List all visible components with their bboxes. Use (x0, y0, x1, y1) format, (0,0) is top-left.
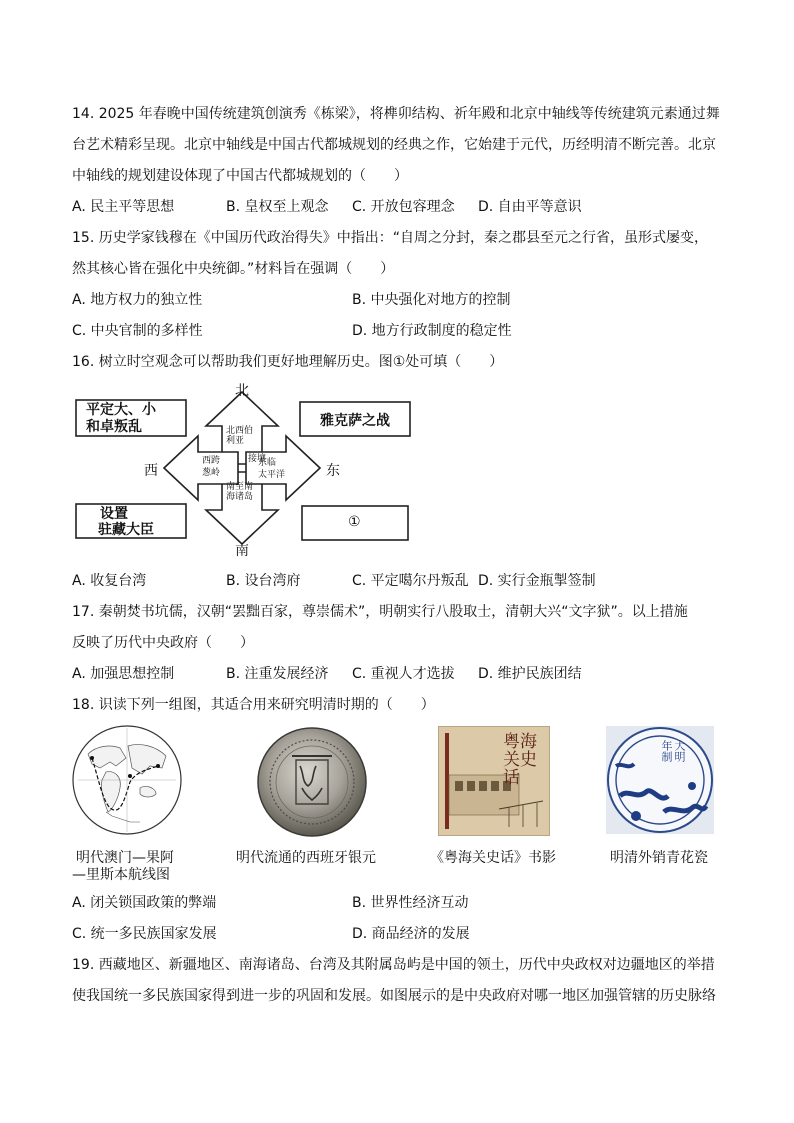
q17-option-a[interactable]: A. 加强思想控制 (72, 666, 175, 682)
q17-option-d[interactable]: D. 维护民族团结 (478, 666, 582, 682)
arrow-west-note-1: 西跨 (202, 456, 221, 466)
silver-coin-image (256, 726, 368, 838)
q15-line-2: 然其核心皆在强化中央统御。”材料旨在强调（ ） (72, 261, 395, 277)
q16-option-a[interactable]: A. 收复台湾 (72, 573, 147, 589)
q15-line-1: 15. 历史学家钱穆在《中国历代政治得失》中指出：“自周之分封，秦之郡县至元之行省，虽形式屡变， (72, 230, 708, 246)
porcelain-bowl-image (606, 726, 714, 834)
q18-line-1: 18. 识读下列一组图，其适合用来研究明清时期的（ ） (72, 697, 435, 713)
arrow-north-note-1: 北西伯利亚 (226, 426, 254, 446)
q18-option-a[interactable]: A. 闭关锁国政策的弊端 (72, 895, 217, 911)
q18-option-b[interactable]: B. 世界性经济互动 (352, 895, 469, 911)
book-cover-image (438, 726, 550, 836)
caption-route-map-1: 明代澳门—果阿 (76, 850, 174, 866)
q14-option-b[interactable]: B. 皇权至上观念 (226, 199, 329, 215)
box-top-left-line2: 和卓叛乱 (86, 419, 142, 435)
territory-diagram (72, 380, 420, 558)
arrow-north-note-2: 接壤 (248, 454, 267, 464)
q16-option-b[interactable]: B. 设台湾府 (226, 573, 301, 589)
direction-west: 西 (144, 463, 158, 479)
arrow-east-note-1: 东临 (258, 458, 277, 468)
q17-line-1: 17. 秦朝焚书坑儒，汉朝“罢黜百家，尊崇儒术”，明朝实行八股取士，清朝大兴“文字狱”。以上措施 (72, 604, 688, 620)
q15-option-d[interactable]: D. 地方行政制度的稳定性 (352, 323, 512, 339)
q14-line-2: 台艺术精彩呈现。北京中轴线是中国古代都城规划的经典之作，它始建于元代，历经明清不断完善。北京 (72, 137, 716, 153)
caption-route-map-2: —里斯本航线图 (72, 867, 170, 883)
box-bottom-right-marker: ① (348, 514, 361, 530)
box-bottom-left-line2: 驻藏大臣 (98, 522, 154, 538)
q15-option-c[interactable]: C. 中央官制的多样性 (72, 323, 203, 339)
q19-line-2: 使我国统一多民族国家得到进一步的巩固和发展。如图展示的是中央政府对哪一地区加强管辖的历史脉络 (72, 988, 716, 1004)
q19-line-1: 19. 西藏地区、新疆地区、南海诸岛、台湾及其附属岛屿是中国的领土，历代中央政权对边疆地区的举措 (72, 957, 715, 973)
porcelain-mark: 大明年制 (660, 740, 686, 762)
caption-book-cover: 《粤海关史话》书影 (430, 850, 556, 866)
q14-line-1: 14. 2025 年春晚中国传统建筑创演秀《栋梁》，将榫卯结构、祈年殿和北京中轴线等传统建筑元素通过舞 (72, 106, 720, 122)
q17-option-c[interactable]: C. 重视人才选拔 (352, 666, 455, 682)
box-bottom-left-line1: 设置 (100, 506, 128, 522)
direction-north: 北 (235, 383, 249, 399)
arrow-west-note-2: 葱岭 (202, 468, 221, 478)
route-map-image (70, 724, 184, 836)
q18-option-c[interactable]: C. 统一多民族国家发展 (72, 926, 217, 942)
q17-line-2: 反映了历代中央政府（ ） (72, 635, 254, 651)
arrow-south-note: 南至南海诸岛 (226, 482, 254, 502)
caption-silver-coin: 明代流通的西班牙银元 (236, 850, 376, 866)
arrow-east-note-2: 太平洋 (258, 470, 286, 480)
q18-option-d[interactable]: D. 商品经济的发展 (352, 926, 470, 942)
q16-option-d[interactable]: D. 实行金瓶掣签制 (478, 573, 596, 589)
q15-option-b[interactable]: B. 中央强化对地方的控制 (352, 292, 511, 308)
q14-option-a[interactable]: A. 民主平等思想 (72, 199, 175, 215)
book-cover-title: 粤海关史话 (503, 732, 537, 788)
q14-option-c[interactable]: C. 开放包容理念 (352, 199, 455, 215)
q15-option-a[interactable]: A. 地方权力的独立性 (72, 292, 203, 308)
q17-option-b[interactable]: B. 注重发展经济 (226, 666, 329, 682)
box-top-right-text: 雅克萨之战 (320, 413, 390, 429)
q16-option-c[interactable]: C. 平定噶尔丹叛乱 (352, 573, 469, 589)
caption-porcelain: 明清外销青花瓷 (610, 850, 708, 866)
q14-line-3: 中轴线的规划建设体现了中国古代都城规划的（ ） (72, 168, 408, 184)
box-top-left-line1: 平定大、小 (86, 402, 156, 418)
q14-option-d[interactable]: D. 自由平等意识 (478, 199, 582, 215)
direction-south: 南 (235, 543, 249, 559)
q16-line-1: 16. 树立时空观念可以帮助我们更好地理解历史。图①处可填（ ） (72, 354, 504, 370)
direction-east: 东 (326, 463, 340, 479)
